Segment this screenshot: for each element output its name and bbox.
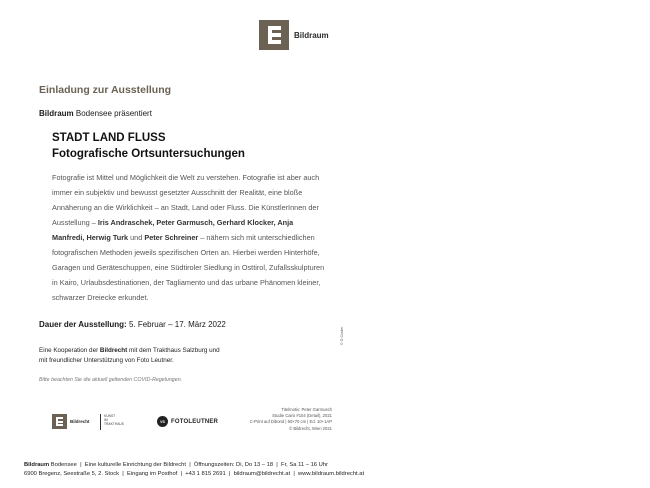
- presenter-line: [39, 109, 152, 118]
- foto-leutner-wordmark: FOTOLEUTNER: [171, 418, 219, 425]
- photo-credit-line: © Bildrecht, Wien 2021: [289, 425, 332, 431]
- photo-credit-line: Titelmotiv: Peter Garmusch: [281, 407, 332, 412]
- cooperation-note: [39, 346, 220, 366]
- bildraum-logo: [259, 20, 329, 50]
- footer-brand: Bildraum: [24, 462, 50, 468]
- cooperation-line-1: [39, 346, 220, 356]
- description-part-2: – nähern sich mit unterschiedlichen fotografischen Methoden jeweils spezifischen Orten an. Hierbei werden Hinterhöfe, Garagen und Geräteschuppen, eine Südtiroler Siedlung in Osttirol, Zufallsskulpturen in Kairo, Urlaubsdestinationen, der Tagliamento und das urbane Phänomen kleiner, schwarzer Dreiecke erkundet.: [52, 233, 325, 302]
- invitation-heading: Einladung zur Ausstellung: [39, 84, 172, 96]
- description-part-1: Fotografie ist Mittel und Möglichkeit die Welt zu verstehen. Fotografie ist aber auch immer ein subjektiv und bewusst gesetzter Ausschnitt der Realität, eine bloße Annäherung an die Wirklichkeit – an Stadt, Land oder Fluss. Die KünstlerInnen der Ausstellung –: [52, 173, 320, 227]
- description-and: und: [128, 233, 145, 242]
- bildrecht-wordmark: Bildrecht: [70, 419, 90, 424]
- exhibition-subtitle: Fotografische Ortsuntersuchungen: [52, 148, 245, 160]
- bildrecht-logo-mark: [52, 414, 67, 429]
- covid-notice: Bitte beachten Sie die aktuell geltenden COVID-Regelungen.: [39, 377, 183, 383]
- footer-info: Bodensee | Eine kulturelle Einrichtung der Bildrecht | Öffnungszeiten: Di, Do 13 – 18 | Fr, Sa 11 – 16 Uhr: [49, 462, 328, 468]
- foto-leutner-logo: [157, 416, 218, 427]
- bildraum-wordmark: Bildraum: [294, 30, 329, 40]
- presenter-text: Bodensee präsentiert: [73, 109, 152, 118]
- coop-post: mit dem Trakthaus Salzburg und: [127, 347, 220, 354]
- foto-leutner-badge: VS: [157, 416, 168, 427]
- duration-label: Dauer der Ausstellung:: [39, 320, 127, 329]
- presenter-brand: Bildraum: [39, 109, 74, 118]
- exhibition-title: STADT LAND FLUSS: [52, 132, 166, 144]
- artist-names-2: Peter Schreiner: [144, 233, 199, 242]
- vertical-credit: © G.Croder: [340, 326, 344, 345]
- photo-credit: [232, 407, 332, 432]
- kunst-line-3: TRAKTHAUS: [104, 422, 124, 427]
- coop-pre: Eine Kooperation der: [39, 347, 100, 354]
- artist-names-1: Iris Andraschek, Peter Garmusch, Gerhard Klocker, Anja Manfredi, Herwig Turk: [52, 218, 294, 242]
- bildrecht-logo: [52, 414, 90, 429]
- description-paragraph: [52, 170, 327, 305]
- bildraum-logo-mark: [259, 20, 289, 50]
- exhibition-duration: [39, 320, 226, 329]
- kunst-im-trakthaus-logo: [100, 414, 140, 430]
- duration-value: 5. Februar – 17. März 2022: [126, 320, 226, 329]
- coop-brand: Bildrecht: [99, 347, 128, 354]
- photo-credit-line: C-Print auf Dibond | 60×70 cm | Ed. 10+1AP: [249, 419, 332, 425]
- kunst-line-2: IM: [104, 418, 108, 423]
- photo-credit-line: Studie Cairo #104 (Detail), 2021: [272, 413, 332, 419]
- footer-line-1: [24, 462, 328, 468]
- kunst-line-1: KUNST: [104, 414, 116, 418]
- footer-line-2: 6900 Bregenz, Seestraße 5, 2. Stock | Eingang im Posthof | +43 1 815 2691 | bildraum@bildrecht.at | www.bildraum.bildrecht.at: [24, 471, 365, 477]
- cooperation-line-2: mit freundlicher Unterstützung von Foto Leutner.: [39, 357, 174, 364]
